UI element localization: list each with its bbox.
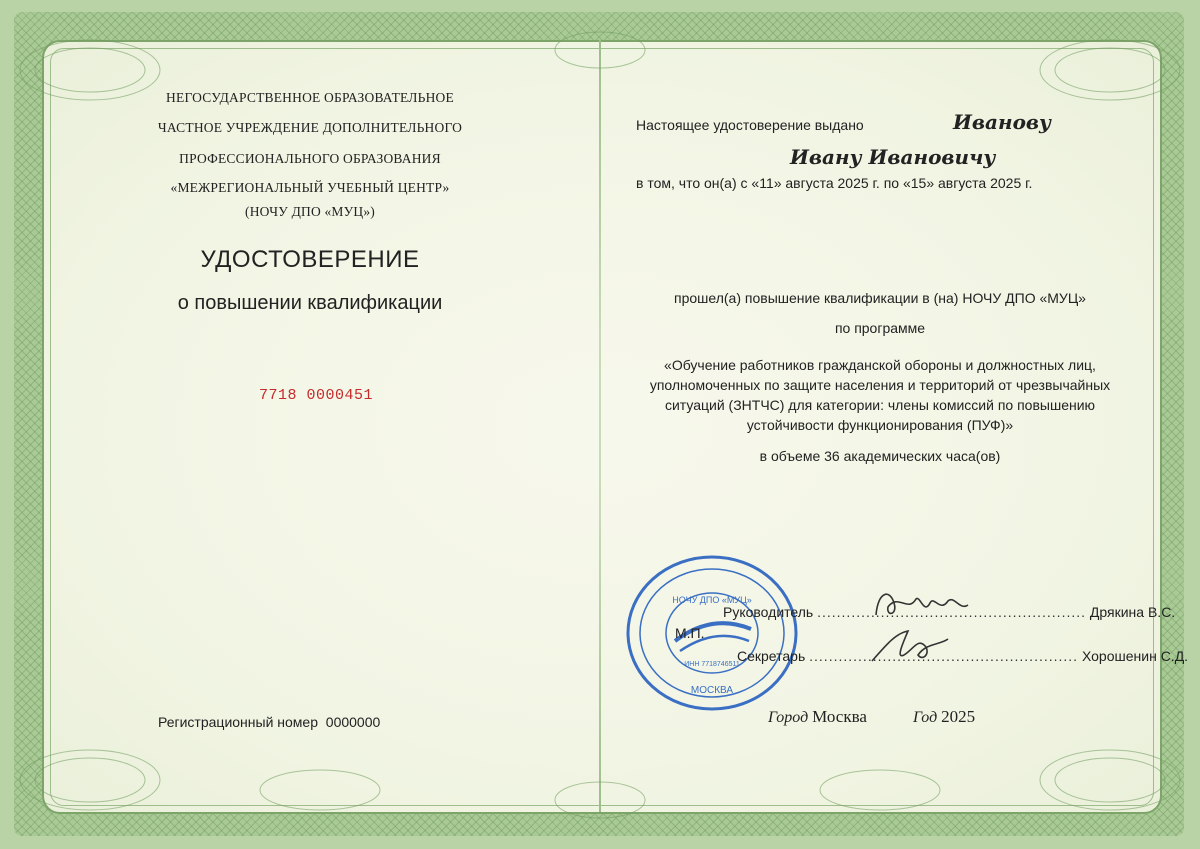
registration-label: Регистрационный номер [158, 714, 318, 730]
stamp-text-top: НОЧУ ДПО «МУЦ» [672, 595, 752, 605]
issued-to-label: Настоящее удостоверение выдано [636, 117, 864, 133]
head-name: Дрякина В.С. [1089, 604, 1176, 620]
secretary-name: Хорошенин С.Д. [1081, 648, 1189, 664]
program-label: по программе [834, 320, 926, 336]
registration-number: 0000000 [325, 714, 381, 730]
completed-line: прошел(а) повышение квалификации в (на) НОЧУ ДПО «МУЦ» [674, 290, 1086, 306]
stamp-inn: ИНН 7718746511 [684, 661, 740, 668]
secretary-signature [866, 625, 956, 670]
program-name: «Обучение работников гражданской обороны и должностных лиц, уполномоченных по защите населения и территорий от чрезвычайных ситуаций (ЗНТЧС) для категории: члены комиссий по повышению устойчивости функционирования (ПУФ)» [649, 357, 1111, 433]
org-line-2: ЧАСТНОЕ УЧРЕЖДЕНИЕ ДОПОЛНИТЕЛЬНОГО [157, 120, 463, 135]
volume-line: в объеме 36 академических часа(ов) [759, 448, 1001, 464]
document-title: УДОСТОВЕРЕНИЕ [200, 246, 420, 273]
secretary-label: Секретарь [737, 648, 806, 664]
document-subtitle: о повышении квалификации [177, 292, 443, 314]
recipient-given-names: Ивану Ивановичу [790, 145, 996, 169]
org-line-5: (НОЧУ ДПО «МУЦ») [245, 204, 375, 219]
period-line: в том, что он(а) с «11» августа 2025 г. по «15» августа 2025 г. [636, 175, 1033, 191]
signature-line: ....................................................... [817, 604, 1087, 620]
head-label: Руководитель [723, 604, 814, 620]
org-line-4: «МЕЖРЕГИОНАЛЬНЫЙ УЧЕБНЫЙ ЦЕНТР» [170, 180, 450, 195]
registration-number-row [158, 714, 380, 730]
city-label: Город [768, 709, 809, 726]
city-row [768, 707, 867, 727]
org-line-3: ПРОФЕССИОНАЛЬНОГО ОБРАЗОВАНИЯ [179, 151, 441, 166]
stamp-place-label: М.П. [675, 625, 705, 641]
org-line-1: НЕГОСУДАРСТВЕННОЕ ОБРАЗОВАТЕЛЬНОЕ [166, 90, 454, 105]
stamp-text-bottom: МОСКВА [690, 685, 734, 696]
year-row [913, 707, 975, 727]
year-label: Год [913, 709, 938, 726]
serial-number: 7718 0000451 [259, 387, 374, 404]
head-signature [868, 585, 978, 625]
city-value: Москва [812, 707, 867, 726]
recipient-surname: Иванову [953, 110, 1052, 134]
secretary-signature-row [737, 648, 1188, 664]
year-value: 2025 [941, 707, 976, 726]
official-stamp [625, 553, 800, 713]
signature-line: ....................................................... [809, 648, 1079, 664]
